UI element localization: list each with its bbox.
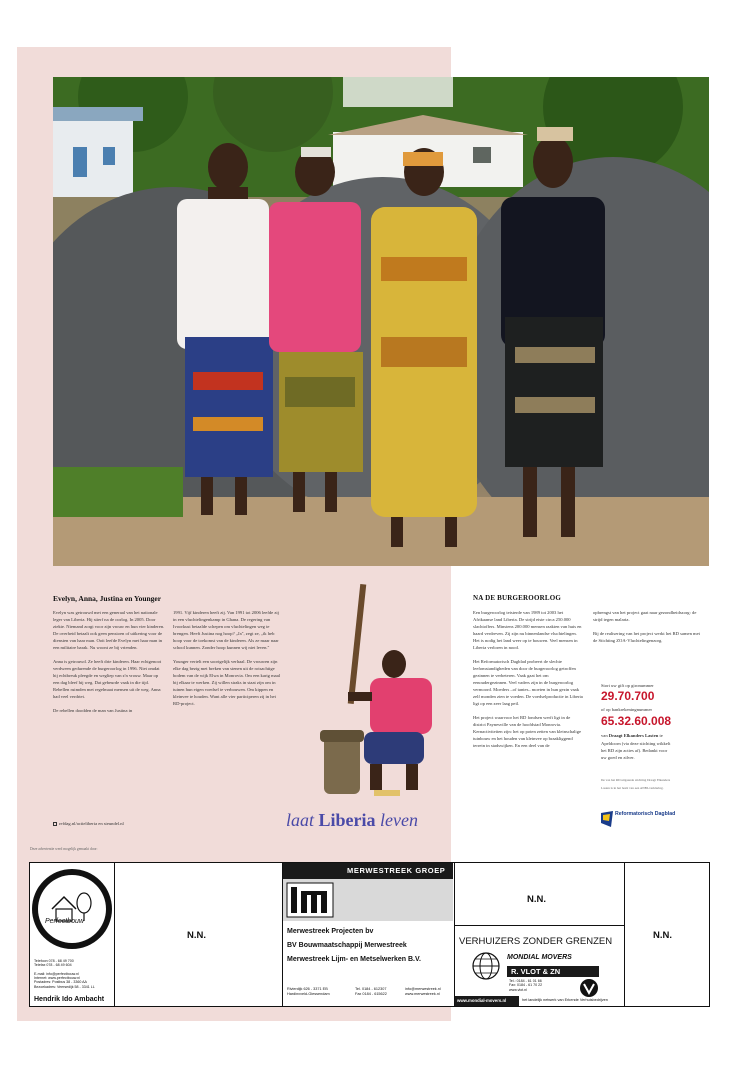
section-paragraph: Het Reformatorisch Dagblad probeert de slechte leefomstandigheden van door de burgeroorlog getroffen gezinnen te verbeteren. Vaak gaat het om eenoudergezinnen. Veel vaders zijn in de burgeroorlog vermoord. Moeders –of tantes– moeten in hun gezin vaak zelf monden zien te voeden. De voedselproductie in Liberia ligt op een zeer laag peil. <box>473 659 583 706</box>
photo-girl-pounding <box>320 584 438 806</box>
sponsor-grid <box>29 862 710 1007</box>
payee-post: te <box>658 733 663 738</box>
nn-label: N.N. <box>187 930 206 941</box>
section-paragraph: Bij de realisering van het project werkt het RD samen met de Stichting ZOA-Vluchtelingenzorg. <box>593 631 700 643</box>
article-paragraph: Anna is getrouwd. Ze heeft drie kinderen. Haar echtgenoot verdween gedurende de burgeroorlog in 1996. Niet omdat hij echtbreuk pleegde en wegliep van z'n vrouw. Maar op een dag bleef hij weg. Dat gebeurde vaak in die tijd. Rebellen ruimden met regelmaat mensen uit de weg. Anna had veel verdriet. <box>53 659 162 699</box>
merwestreek-address <box>287 987 330 997</box>
perfectbouw-line: Telefax 078 - 68 49 604 <box>34 963 72 968</box>
section-column-2 <box>593 609 705 651</box>
sponsor-nn-3 <box>625 863 709 1006</box>
nn-label: N.N. <box>527 894 546 905</box>
verhuizers-footer <box>455 996 623 1006</box>
merwestreek-company: Merwestreek Lijm- en Metselwerken B.V. <box>287 956 421 963</box>
perfectbouw-line: Bezoekadres: Veersedijk 58 - 3341 LL <box>34 984 95 989</box>
payee-line1 <box>601 733 663 738</box>
section-paragraph: opbrengst van het project gaat naar gezondheidszorg: de strijd tegen malaria. <box>593 610 697 622</box>
perfectbouw-logo-inner <box>38 875 106 943</box>
article-column-2 <box>173 609 283 714</box>
perfectbouw-line: Internet: www.perfectbouw.nl <box>34 976 80 981</box>
slogan-pre: laat <box>286 810 319 830</box>
article-paragraph: Evelyn was getrouwd met een generaal van het nationale leger van Liberia. Hij stierf na de oorlog. In 2005. Door ziekte. Niemand zorgt voor zijn vrouw en hun vier kinderen. De overheid betaalt ook geen pensioen of uitkering voor de diensten van haar man. Ooit leefde Evelyn met haar man in een militaire barak. Nu woont ze bij vrienden. <box>53 610 165 650</box>
sponsor-merwestreek <box>283 863 455 1006</box>
merwestreek-logo <box>283 879 453 921</box>
square-bullet-icon <box>53 822 57 826</box>
verhuizers-title: VERHUIZERS ZONDER GRENZEN <box>459 936 613 947</box>
payee-name: Draagt Elkanders Lasten <box>608 733 659 738</box>
merwestreek-email[interactable]: info@merwestreek.nl <box>405 987 441 991</box>
article-paragraph: Younger vertelt een soortgelijk verhaal. De vrouwen zijn elke dag bezig met breken van stenen uit de rotsachtige bodem van de wijk Elwa in Monrovia. Om een karig maal bij elkaar te werken. Zij willen straks in staat zijn om in tuinen hun eigen voedsel te verbouwen. Om kippen en kleinvee te houden. Want alle vier participeren zij in het RD-project. <box>173 659 281 706</box>
article-paragraph: 1991. Vijf kinderen heeft zij. Van 1991 tot 2006 leefde zij in een vluchtelingenkamp in Ghana. De regering van Ivoorkust betaalde schepen om vluchtelingen weg te brengen. Heeft Justina nog hoop? „Ja", zegt ze, „ik heb hoop voor de toekomst van de kinderen. Als ze maar naar school kunnen. Zonder hoop kunnen wij niet leven." <box>173 610 279 650</box>
girl-illustration <box>320 584 438 806</box>
merwestreek-fax: Fax 0184 - 615622 <box>355 992 387 996</box>
section-title: NA DE BURGEROORLOG <box>473 594 561 602</box>
slogan-strong: Liberia <box>318 810 376 830</box>
merwestreek-address-1: Rivierdijk 626 - 3371 EB <box>287 987 328 991</box>
merwestreek-company: Merwestreek Projecten bv <box>287 928 374 935</box>
cell-divider <box>455 925 624 926</box>
anbi-note-1: De vaz het RD uitgaande stichting Draagt Elkanders <box>601 778 671 782</box>
mondial-movers-name: MONDIAL MOVERS <box>507 954 572 961</box>
rd-logo-text: Reformatorisch Dagblad <box>615 811 676 817</box>
merwestreek-companies <box>287 925 421 967</box>
house-tree-icon <box>38 875 106 943</box>
sponsor-nn-1 <box>115 863 283 1006</box>
nn-label: N.N. <box>653 930 672 941</box>
merwestreek-phone <box>355 987 387 997</box>
weblinks[interactable] <box>53 821 124 826</box>
bank-label: of op bankrekeningnummer <box>601 707 653 712</box>
giro-label: Stort uw gift op gironummer <box>601 683 654 688</box>
section-paragraph: Een burgeroorlog teisterde van 1989 tot 2003 het Afrikaanse land Liberia. De strijd eiste circa 250.000 slachtoffers. Minstens 200.000 mensen raakten van huis en haard verdreven. Zij zijn nu binnenlandse vluchtelingen. Het is nodig het land weer op te bouwen. Veel mensen in Liberia verloren in nood. <box>473 610 582 650</box>
vlot-web[interactable]: www.vlot.nl <box>509 987 527 992</box>
perfectbouw-owner: Hendrik Ido Ambacht <box>34 996 105 1003</box>
sponsor-note: Deze advertentie werd mogelijk gemaakt door: <box>30 847 98 851</box>
article-title: Evelyn, Anna, Justina en Younger <box>53 594 162 603</box>
merwestreek-web[interactable] <box>405 987 441 997</box>
mondial-url-bar[interactable] <box>455 996 519 1006</box>
perfectbouw-name: Perfectbouw <box>45 918 84 925</box>
merwestreek-address-2: Hardinxveld-Giessendam <box>287 992 330 996</box>
payee-line3: het RD zijn acties af). Bedankt voor <box>601 748 668 753</box>
payee-line4: uw goed en zilver. <box>601 755 635 760</box>
merwestreek-tel: Tel. 0184 - 612307 <box>355 987 387 991</box>
bank-number: 65.32.60.008 <box>601 714 672 728</box>
perfectbouw-line: Postadres: Postbus 38 - 3360 AA <box>34 980 87 985</box>
anbi-note-2: Lasten is in het bezit van een ANBI-verklaring. <box>601 786 664 790</box>
payee-pre: van <box>601 733 609 738</box>
merwestreek-company: BV Bouwmaatschappij Merwestreek <box>287 942 407 949</box>
sponsor-nn-verhuizers <box>455 863 625 1006</box>
article-paragraph: De rebellen doodden de man van Justina in <box>53 708 133 713</box>
vlot-tel: Tel.: 0184 - 61 01 66 <box>509 979 542 983</box>
slogan-post: leven <box>375 810 418 830</box>
photo-illustration <box>53 77 709 566</box>
giro-number: 29.70.700 <box>601 689 655 703</box>
photo-four-women <box>53 77 709 566</box>
merwestreek-logo-area <box>283 879 453 921</box>
perfectbouw-line: Telefoon 078 - 68 49 700 <box>34 959 74 963</box>
mondial-url[interactable]: www.mondial-movers.nl <box>457 998 507 1003</box>
rd-logo-icon <box>601 811 613 827</box>
sponsor-perfectbouw <box>30 863 115 1006</box>
rd-logo <box>601 811 676 832</box>
article-column-1 <box>53 609 165 721</box>
merwestreek-title-bar <box>283 863 453 879</box>
payee-line2: Apeldoorn (via deze stichting wikkelt <box>601 741 671 746</box>
vlot-contact <box>509 979 542 992</box>
merwestreek-title: MERWESTREEK GROEP <box>347 866 446 875</box>
perfectbouw-contact <box>34 959 95 989</box>
verhuizers-network: het landelijk netwerk van Erkende Verhuisbedrijven <box>522 998 608 1002</box>
vlot-fax: Fax: 0184 - 61 70 22 <box>509 983 543 988</box>
vlot-logo-icon <box>579 978 599 998</box>
merwestreek-url[interactable]: www.merwestreek.nl <box>405 992 440 996</box>
section-column-1 <box>473 609 584 756</box>
section-paragraph: Het project waarvoor het RD fondsen werft ligt in de district Paynesville van de hoofdstad Monrovia. Kernactiviteiten zijn: het op poten zetten van kleinschalige tuinbouw en het houden van kleinvee op braakliggend terrein in stadswijken. En een deel van de <box>473 715 582 748</box>
weblinks-text: refdag.nl/actieliberia en steundel.nl <box>59 821 124 826</box>
perfectbouw-line: E-mail: info@perfectbouw.nl <box>34 971 79 976</box>
perfectbouw-logo <box>32 869 112 949</box>
slogan <box>286 810 418 831</box>
vlot-name: R. VLOT & ZN <box>511 967 561 976</box>
vlot-bar <box>507 966 599 977</box>
globe-icon <box>471 951 501 981</box>
